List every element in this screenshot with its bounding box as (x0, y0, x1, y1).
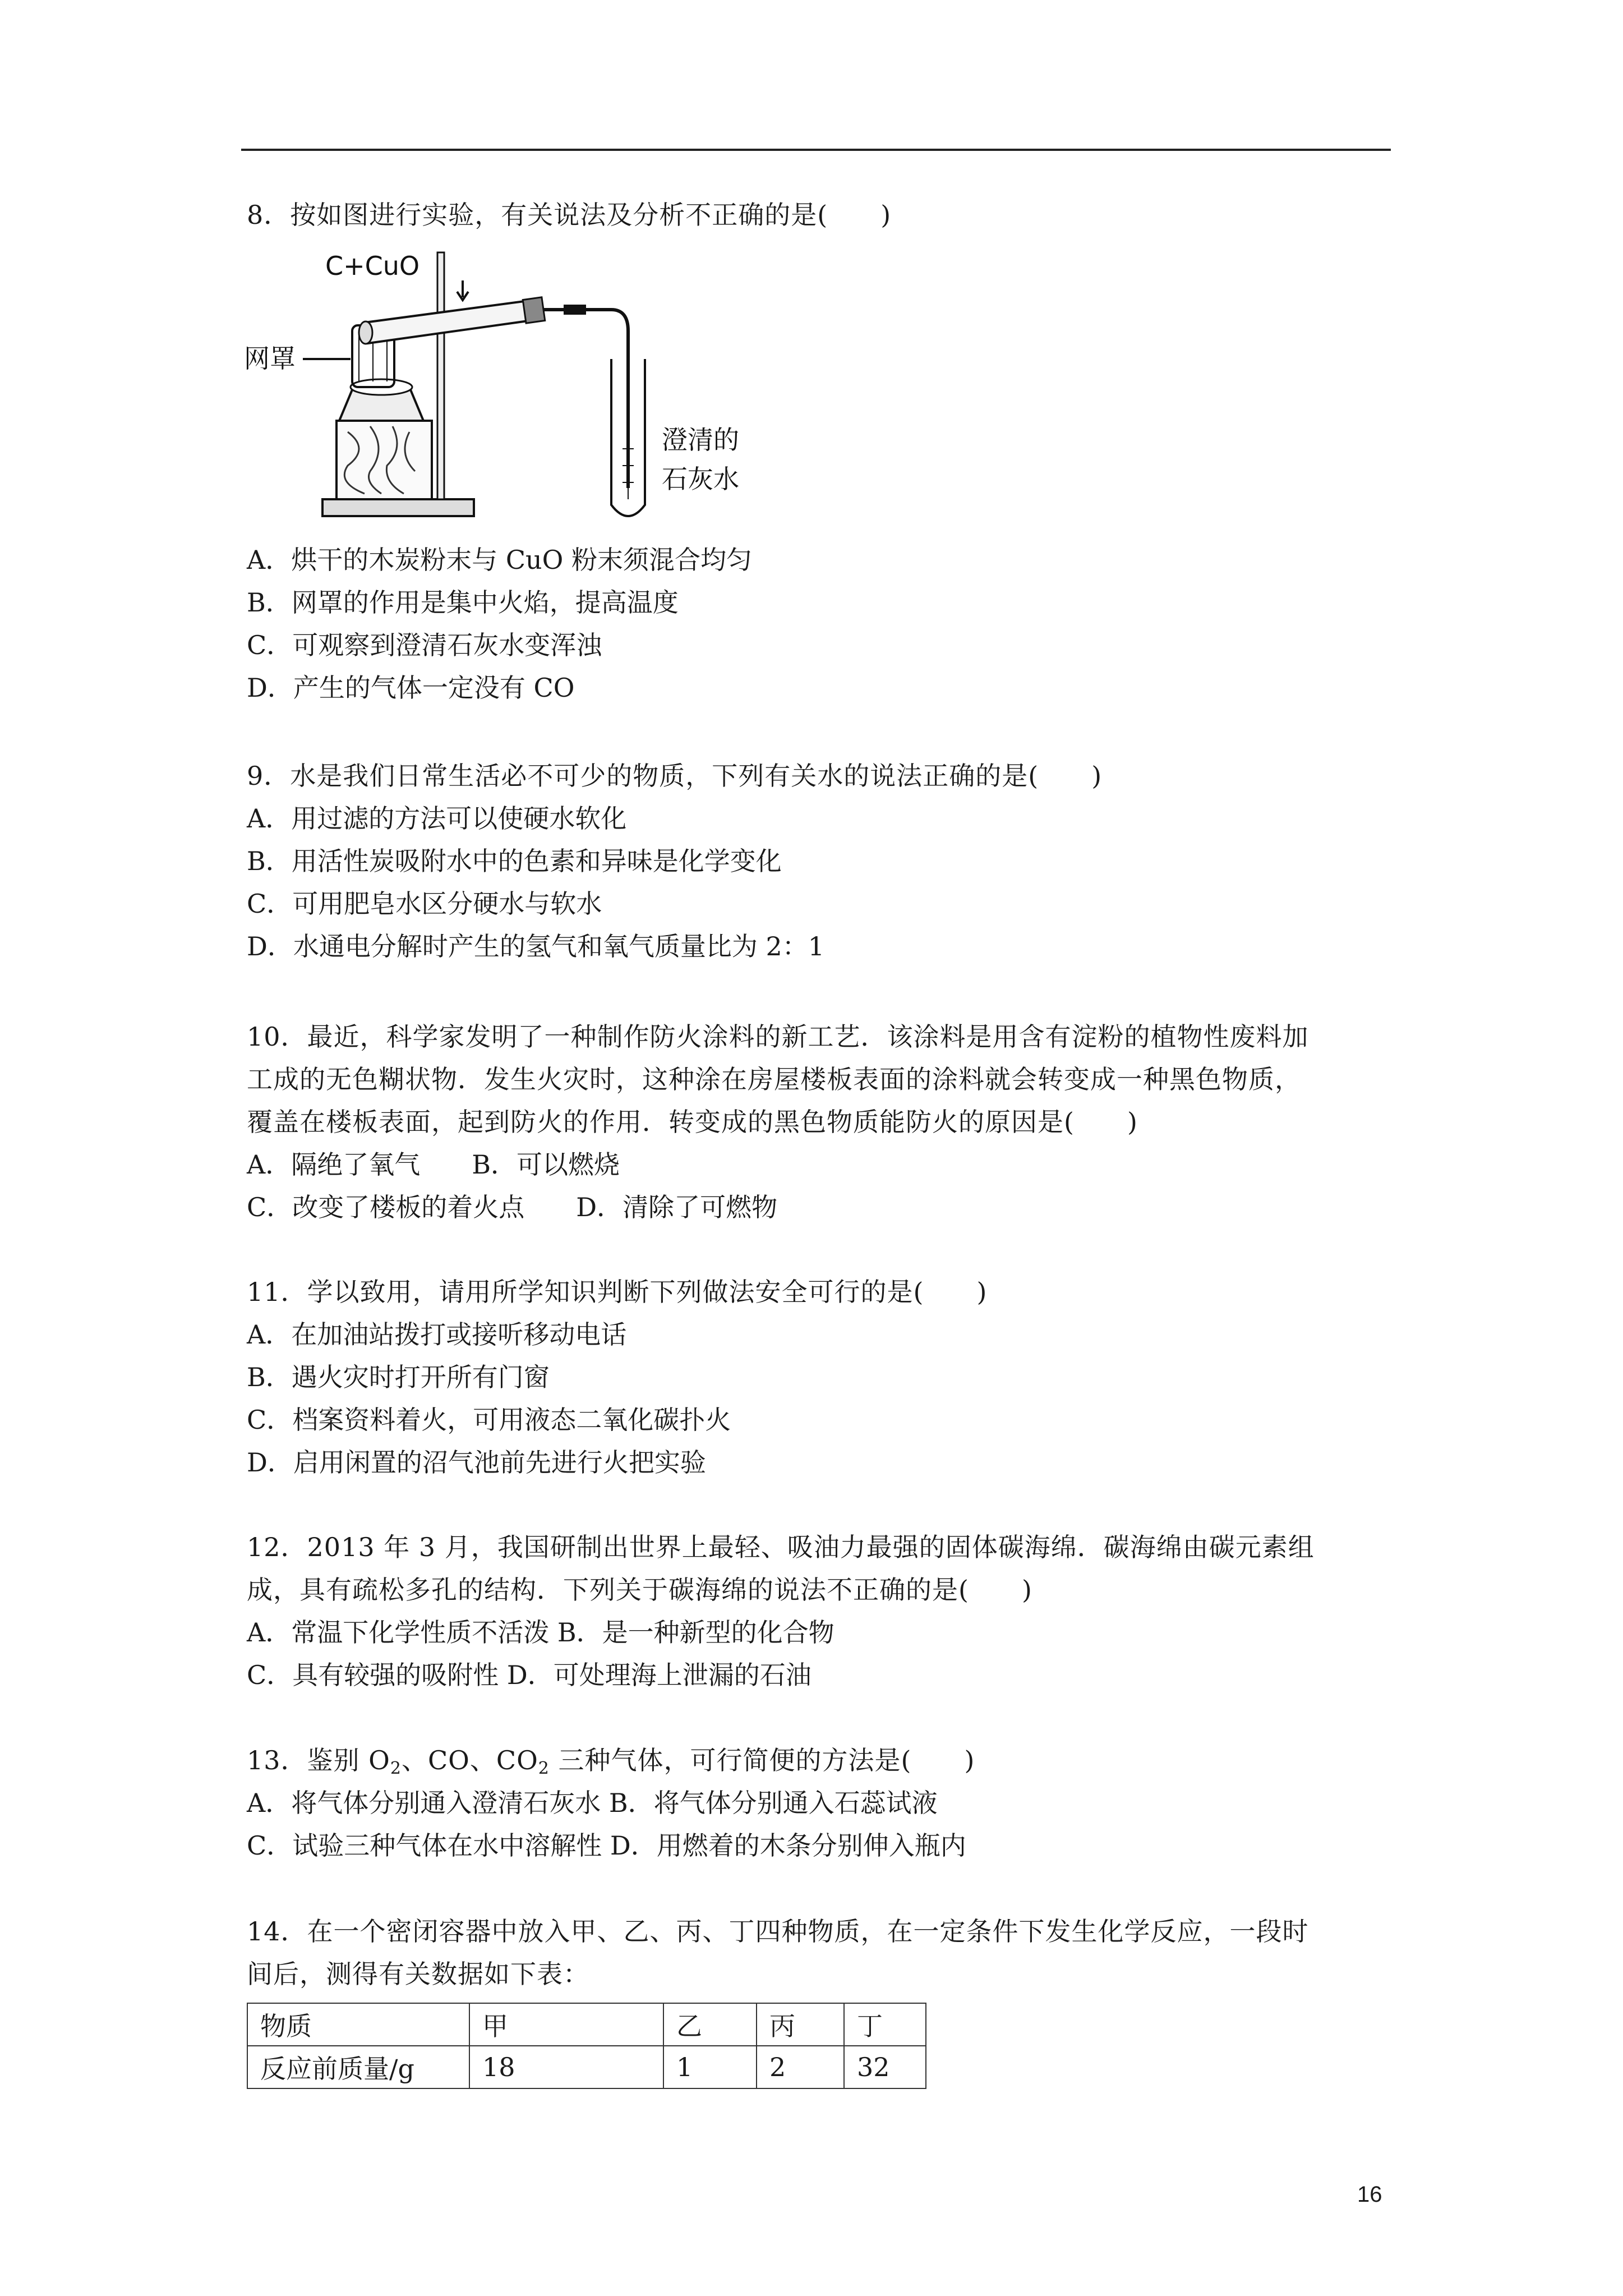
option-13ab: A．将气体分别通入澄清石灰水 B．将气体分别通入石蕊试液 (247, 1788, 938, 1818)
table-cell: 1 (663, 2046, 757, 2088)
table-cell: 反应前质量/g (247, 2046, 469, 2088)
table-cell: 18 (469, 2046, 663, 2088)
table-cell: 甲 (469, 2003, 663, 2046)
table-cell: 物质 (247, 2003, 469, 2046)
mass-data-table (247, 2003, 926, 2089)
table-cell: 2 (757, 2046, 844, 2088)
question-10 (247, 1015, 1385, 1228)
question-14-stem-line-1: 14．在一个密闭容器中放入甲、乙、丙、丁四种物质，在一定条件下发生化学反应，一段时 (247, 1916, 1309, 1947)
experiment-apparatus-figure (241, 247, 780, 539)
question-8 (247, 194, 1385, 236)
table-cell: 32 (844, 2046, 926, 2088)
option-10cd: C．改变了楼板的着火点 D．清除了可燃物 (247, 1192, 778, 1222)
header-rule (241, 149, 1391, 151)
table-cell: 丙 (757, 2003, 844, 2046)
question-14 (247, 1910, 1385, 1995)
option-8d: D．产生的气体一定没有 CO (247, 673, 575, 703)
table-cell: 丁 (844, 2003, 926, 2046)
figure-label-limewater-2: 石灰水 (662, 464, 739, 494)
question-11-stem: 11．学以致用，请用所学知识判断下列做法安全可行的是( ) (247, 1277, 988, 1307)
option-9d: D．水通电分解时产生的氢气和氧气质量比为 2：1 (247, 931, 825, 961)
question-13-stem: 13．鉴别 $O_2$、CO、$CO_2$ 三种气体，可行简便的方法是( ) (247, 1745, 975, 1778)
question-8-options (247, 539, 1385, 709)
table-row (247, 2046, 926, 2088)
option-10ab: A．隔绝了氧气 B．可以燃烧 (247, 1149, 620, 1180)
option-11a: A．在加油站拨打或接听移动电话 (247, 1319, 627, 1350)
option-12ab: A．常温下化学性质不活泼 B．是一种新型的化合物 (247, 1617, 834, 1648)
option-9b: B．用活性炭吸附水中的色素和异味是化学变化 (247, 846, 782, 876)
option-11d: D．启用闲置的沼气池前先进行火把实验 (247, 1447, 706, 1478)
page-number: 16 (1357, 2182, 1382, 2207)
option-8b: B．网罩的作用是集中火焰，提高温度 (247, 587, 679, 618)
question-12-stem-line-2: 成，具有疏松多孔的结构．下列关于碳海绵的说法不正确的是( ) (247, 1575, 1032, 1605)
question-11 (247, 1271, 1385, 1484)
question-13 (247, 1739, 1385, 1867)
question-9-stem: 9．水是我们日常生活必不可少的物质，下列有关水的说法正确的是( ) (247, 761, 1103, 791)
option-12cd: C．具有较强的吸附性 D．可处理海上泄漏的石油 (247, 1660, 811, 1690)
option-9a: A．用过滤的方法可以使硬水软化 (247, 803, 627, 834)
question-14-stem-line-2: 间后，测得有关数据如下表： (247, 1959, 589, 1989)
question-10-stem-line-2: 工成的无色糊状物．发生火灾时，这种涂在房屋楼板表面的涂料就会转变成一种黑色物质， (247, 1064, 1301, 1094)
option-11b: B．遇火灾时打开所有门窗 (247, 1362, 550, 1392)
option-8c: C．可观察到澄清石灰水变浑浊 (247, 630, 602, 660)
table-row (247, 2003, 926, 2046)
figure-label-mesh: 网罩 (244, 343, 296, 374)
option-11c: C．档案资料着火，可用液态二氧化碳扑火 (247, 1405, 731, 1435)
question-10-stem-line-1: 10．最近，科学家发明了一种制作防火涂料的新工艺．该涂料是用含有淀粉的植物性废料加 (247, 1022, 1309, 1052)
question-10-stem-line-3: 覆盖在楼板表面，起到防火的作用．转变成的黑色物质能防火的原因是( ) (247, 1107, 1138, 1137)
table-cell: 乙 (663, 2003, 757, 2046)
option-13cd: C．试验三种气体在水中溶解性 D．用燃着的木条分别伸入瓶内 (247, 1830, 966, 1861)
question-12 (247, 1526, 1385, 1696)
question-9 (247, 754, 1385, 968)
figure-label-reactants: C+CuO (325, 251, 420, 281)
question-8-stem: 8．按如图进行实验，有关说法及分析不正确的是( ) (247, 200, 892, 230)
question-12-stem-line-1: 12．2013 年 3 月，我国研制出世界上最轻、吸油力最强的固体碳海绵．碳海绵由碳元素组 (247, 1532, 1315, 1562)
option-9c: C．可用肥皂水区分硬水与软水 (247, 889, 602, 919)
option-8a: A．烘干的木炭粉末与 CuO 粉末须混合均匀 (247, 545, 752, 575)
figure-label-limewater-1: 澄清的 (662, 425, 739, 455)
